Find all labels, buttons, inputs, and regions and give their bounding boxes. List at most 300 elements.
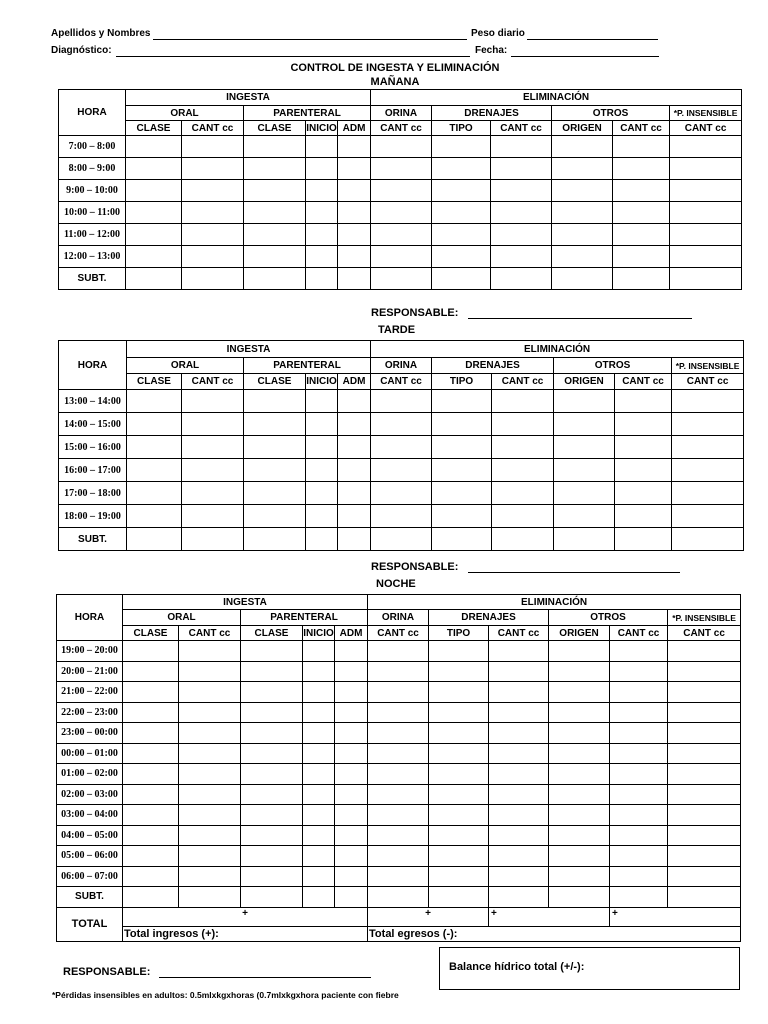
entry-cell[interactable] bbox=[126, 180, 182, 202]
entry-cell[interactable] bbox=[303, 784, 335, 805]
entry-cell[interactable] bbox=[123, 702, 179, 723]
entry-cell[interactable] bbox=[371, 390, 432, 413]
entry-cell[interactable] bbox=[306, 390, 338, 413]
entry-cell[interactable] bbox=[610, 723, 668, 744]
entry-cell[interactable] bbox=[244, 158, 306, 180]
entry-cell[interactable] bbox=[179, 846, 241, 867]
entry-cell[interactable] bbox=[489, 784, 549, 805]
entry-cell[interactable] bbox=[338, 202, 371, 224]
entry-cell[interactable] bbox=[368, 764, 429, 785]
entry-cell[interactable] bbox=[549, 743, 610, 764]
entry-cell[interactable] bbox=[552, 136, 613, 158]
entry-cell[interactable] bbox=[670, 268, 742, 290]
entry-cell[interactable] bbox=[552, 202, 613, 224]
entry-cell[interactable] bbox=[335, 682, 368, 703]
entry-cell[interactable] bbox=[241, 743, 303, 764]
entry-cell[interactable] bbox=[672, 436, 744, 459]
entry-cell[interactable] bbox=[489, 743, 549, 764]
entry-cell[interactable] bbox=[610, 743, 668, 764]
entry-cell[interactable] bbox=[549, 682, 610, 703]
entry-cell[interactable] bbox=[123, 846, 179, 867]
entry-cell[interactable] bbox=[432, 202, 491, 224]
entry-cell[interactable] bbox=[371, 482, 432, 505]
entry-cell[interactable] bbox=[182, 505, 244, 528]
entry-cell[interactable] bbox=[371, 528, 432, 551]
entry-cell[interactable] bbox=[182, 436, 244, 459]
entry-cell[interactable] bbox=[126, 202, 182, 224]
entry-cell[interactable] bbox=[668, 846, 741, 867]
entry-cell[interactable] bbox=[489, 887, 549, 908]
entry-cell[interactable] bbox=[338, 246, 371, 268]
entry-cell[interactable] bbox=[549, 641, 610, 662]
entry-cell[interactable] bbox=[368, 887, 429, 908]
entry-cell[interactable] bbox=[241, 702, 303, 723]
entry-cell[interactable] bbox=[368, 805, 429, 826]
entry-cell[interactable] bbox=[492, 459, 554, 482]
entry-cell[interactable] bbox=[554, 528, 615, 551]
name-field-line[interactable] bbox=[153, 39, 467, 40]
entry-cell[interactable] bbox=[429, 866, 489, 887]
entry-cell[interactable] bbox=[179, 743, 241, 764]
entry-cell[interactable] bbox=[371, 136, 432, 158]
entry-cell[interactable] bbox=[127, 436, 182, 459]
entry-cell[interactable] bbox=[491, 246, 552, 268]
entry-cell[interactable] bbox=[492, 436, 554, 459]
entry-cell[interactable] bbox=[432, 436, 492, 459]
entry-cell[interactable] bbox=[306, 505, 338, 528]
entry-cell[interactable] bbox=[123, 743, 179, 764]
entry-cell[interactable] bbox=[371, 268, 432, 290]
entry-cell[interactable] bbox=[335, 661, 368, 682]
entry-cell[interactable] bbox=[244, 528, 306, 551]
entry-cell[interactable] bbox=[306, 158, 338, 180]
entry-cell[interactable] bbox=[123, 723, 179, 744]
entry-cell[interactable] bbox=[670, 180, 742, 202]
entry-cell[interactable] bbox=[241, 723, 303, 744]
total-egresos-label[interactable]: Total egresos (-): bbox=[368, 926, 741, 941]
entry-cell[interactable] bbox=[182, 390, 244, 413]
entry-cell[interactable] bbox=[368, 682, 429, 703]
total-ingresos-label[interactable]: Total ingresos (+): bbox=[123, 926, 368, 941]
entry-cell[interactable] bbox=[552, 180, 613, 202]
entry-cell[interactable] bbox=[432, 413, 492, 436]
entry-cell[interactable] bbox=[338, 390, 371, 413]
entry-cell[interactable] bbox=[368, 784, 429, 805]
entry-cell[interactable] bbox=[368, 702, 429, 723]
entry-cell[interactable] bbox=[554, 459, 615, 482]
entry-cell[interactable] bbox=[127, 390, 182, 413]
entry-cell[interactable] bbox=[182, 528, 244, 551]
entry-cell[interactable] bbox=[306, 436, 338, 459]
entry-cell[interactable] bbox=[335, 702, 368, 723]
entry-cell[interactable] bbox=[371, 224, 432, 246]
entry-cell[interactable] bbox=[554, 482, 615, 505]
responsable-line-tarde[interactable] bbox=[468, 572, 680, 573]
entry-cell[interactable] bbox=[491, 158, 552, 180]
entry-cell[interactable] bbox=[610, 846, 668, 867]
entry-cell[interactable] bbox=[432, 528, 492, 551]
entry-cell[interactable] bbox=[179, 661, 241, 682]
entry-cell[interactable] bbox=[303, 702, 335, 723]
entry-cell[interactable] bbox=[668, 866, 741, 887]
entry-cell[interactable] bbox=[303, 825, 335, 846]
entry-cell[interactable] bbox=[429, 723, 489, 744]
entry-cell[interactable] bbox=[668, 825, 741, 846]
entry-cell[interactable] bbox=[244, 390, 306, 413]
entry-cell[interactable] bbox=[338, 224, 371, 246]
entry-cell[interactable] bbox=[492, 390, 554, 413]
entry-cell[interactable] bbox=[182, 180, 244, 202]
entry-cell[interactable] bbox=[368, 743, 429, 764]
entry-cell[interactable] bbox=[554, 436, 615, 459]
entry-cell[interactable] bbox=[613, 202, 670, 224]
entry-cell[interactable] bbox=[610, 825, 668, 846]
entry-cell[interactable] bbox=[672, 413, 744, 436]
entry-cell[interactable] bbox=[244, 224, 306, 246]
entry-cell[interactable] bbox=[244, 413, 306, 436]
entry-cell[interactable] bbox=[670, 202, 742, 224]
entry-cell[interactable] bbox=[610, 641, 668, 662]
entry-cell[interactable] bbox=[549, 702, 610, 723]
entry-cell[interactable] bbox=[338, 505, 371, 528]
entry-cell[interactable] bbox=[241, 682, 303, 703]
entry-cell[interactable] bbox=[126, 136, 182, 158]
entry-cell[interactable] bbox=[127, 413, 182, 436]
entry-cell[interactable] bbox=[432, 180, 491, 202]
entry-cell[interactable] bbox=[179, 784, 241, 805]
entry-cell[interactable] bbox=[123, 764, 179, 785]
balance-box[interactable] bbox=[439, 947, 740, 990]
entry-cell[interactable] bbox=[610, 805, 668, 826]
entry-cell[interactable] bbox=[182, 413, 244, 436]
entry-cell[interactable] bbox=[241, 846, 303, 867]
entry-cell[interactable] bbox=[672, 390, 744, 413]
entry-cell[interactable] bbox=[335, 784, 368, 805]
entry-cell[interactable] bbox=[182, 268, 244, 290]
entry-cell[interactable] bbox=[338, 268, 371, 290]
entry-cell[interactable] bbox=[306, 268, 338, 290]
responsable-line-manana[interactable] bbox=[468, 318, 692, 319]
entry-cell[interactable] bbox=[338, 158, 371, 180]
entry-cell[interactable] bbox=[552, 246, 613, 268]
entry-cell[interactable] bbox=[182, 202, 244, 224]
entry-cell[interactable] bbox=[303, 764, 335, 785]
entry-cell[interactable] bbox=[338, 528, 371, 551]
entry-cell[interactable] bbox=[306, 136, 338, 158]
entry-cell[interactable] bbox=[123, 661, 179, 682]
entry-cell[interactable] bbox=[127, 459, 182, 482]
entry-cell[interactable] bbox=[241, 866, 303, 887]
entry-cell[interactable] bbox=[615, 459, 672, 482]
entry-cell[interactable] bbox=[368, 723, 429, 744]
entry-cell[interactable] bbox=[368, 825, 429, 846]
entry-cell[interactable] bbox=[179, 702, 241, 723]
entry-cell[interactable] bbox=[335, 743, 368, 764]
entry-cell[interactable] bbox=[489, 866, 549, 887]
entry-cell[interactable] bbox=[432, 136, 491, 158]
entry-cell[interactable] bbox=[668, 682, 741, 703]
entry-cell[interactable] bbox=[335, 825, 368, 846]
entry-cell[interactable] bbox=[126, 224, 182, 246]
entry-cell[interactable] bbox=[303, 866, 335, 887]
entry-cell[interactable] bbox=[241, 764, 303, 785]
entry-cell[interactable] bbox=[432, 459, 492, 482]
entry-cell[interactable] bbox=[244, 202, 306, 224]
entry-cell[interactable] bbox=[432, 268, 491, 290]
weight-field-line[interactable] bbox=[527, 39, 658, 40]
entry-cell[interactable] bbox=[668, 702, 741, 723]
entry-cell[interactable] bbox=[672, 505, 744, 528]
entry-cell[interactable] bbox=[610, 887, 668, 908]
entry-cell[interactable] bbox=[335, 846, 368, 867]
entry-cell[interactable] bbox=[670, 224, 742, 246]
entry-cell[interactable] bbox=[126, 268, 182, 290]
entry-cell[interactable] bbox=[126, 246, 182, 268]
entry-cell[interactable] bbox=[335, 764, 368, 785]
entry-cell[interactable] bbox=[429, 805, 489, 826]
entry-cell[interactable] bbox=[549, 805, 610, 826]
entry-cell[interactable] bbox=[123, 866, 179, 887]
entry-cell[interactable] bbox=[549, 784, 610, 805]
entry-cell[interactable] bbox=[244, 436, 306, 459]
entry-cell[interactable] bbox=[244, 180, 306, 202]
entry-cell[interactable] bbox=[306, 246, 338, 268]
entry-cell[interactable] bbox=[429, 641, 489, 662]
entry-cell[interactable] bbox=[549, 825, 610, 846]
entry-cell[interactable] bbox=[489, 641, 549, 662]
entry-cell[interactable] bbox=[371, 246, 432, 268]
entry-cell[interactable] bbox=[244, 136, 306, 158]
entry-cell[interactable] bbox=[491, 224, 552, 246]
entry-cell[interactable] bbox=[244, 482, 306, 505]
entry-cell[interactable] bbox=[670, 158, 742, 180]
entry-cell[interactable] bbox=[241, 825, 303, 846]
entry-cell[interactable] bbox=[244, 268, 306, 290]
entry-cell[interactable] bbox=[668, 764, 741, 785]
entry-cell[interactable] bbox=[554, 505, 615, 528]
entry-cell[interactable] bbox=[432, 246, 491, 268]
entry-cell[interactable] bbox=[429, 887, 489, 908]
entry-cell[interactable] bbox=[244, 505, 306, 528]
entry-cell[interactable] bbox=[368, 641, 429, 662]
entry-cell[interactable] bbox=[123, 784, 179, 805]
entry-cell[interactable] bbox=[241, 784, 303, 805]
entry-cell[interactable] bbox=[489, 723, 549, 744]
entry-cell[interactable] bbox=[338, 136, 371, 158]
entry-cell[interactable] bbox=[610, 866, 668, 887]
entry-cell[interactable] bbox=[489, 682, 549, 703]
entry-cell[interactable] bbox=[303, 661, 335, 682]
entry-cell[interactable] bbox=[338, 413, 371, 436]
entry-cell[interactable] bbox=[306, 528, 338, 551]
entry-cell[interactable] bbox=[549, 764, 610, 785]
entry-cell[interactable] bbox=[123, 682, 179, 703]
entry-cell[interactable] bbox=[335, 866, 368, 887]
entry-cell[interactable] bbox=[668, 743, 741, 764]
entry-cell[interactable] bbox=[182, 482, 244, 505]
entry-cell[interactable] bbox=[491, 268, 552, 290]
entry-cell[interactable] bbox=[123, 805, 179, 826]
entry-cell[interactable] bbox=[429, 661, 489, 682]
entry-cell[interactable] bbox=[549, 723, 610, 744]
entry-cell[interactable] bbox=[371, 505, 432, 528]
entry-cell[interactable] bbox=[371, 158, 432, 180]
entry-cell[interactable] bbox=[670, 246, 742, 268]
entry-cell[interactable] bbox=[489, 702, 549, 723]
entry-cell[interactable] bbox=[429, 764, 489, 785]
entry-cell[interactable] bbox=[432, 505, 492, 528]
entry-cell[interactable] bbox=[179, 825, 241, 846]
entry-cell[interactable] bbox=[244, 459, 306, 482]
entry-cell[interactable] bbox=[338, 459, 371, 482]
diagnosis-field-line[interactable] bbox=[116, 56, 470, 57]
entry-cell[interactable] bbox=[615, 528, 672, 551]
date-field-line[interactable] bbox=[511, 56, 659, 57]
entry-cell[interactable] bbox=[429, 784, 489, 805]
entry-cell[interactable] bbox=[371, 436, 432, 459]
entry-cell[interactable] bbox=[613, 246, 670, 268]
entry-cell[interactable] bbox=[244, 246, 306, 268]
entry-cell[interactable] bbox=[668, 641, 741, 662]
entry-cell[interactable] bbox=[179, 682, 241, 703]
entry-cell[interactable] bbox=[335, 723, 368, 744]
entry-cell[interactable] bbox=[303, 846, 335, 867]
entry-cell[interactable] bbox=[368, 661, 429, 682]
entry-cell[interactable] bbox=[429, 682, 489, 703]
entry-cell[interactable] bbox=[371, 180, 432, 202]
entry-cell[interactable] bbox=[371, 413, 432, 436]
entry-cell[interactable] bbox=[489, 661, 549, 682]
entry-cell[interactable] bbox=[668, 661, 741, 682]
entry-cell[interactable] bbox=[552, 158, 613, 180]
entry-cell[interactable] bbox=[303, 887, 335, 908]
entry-cell[interactable] bbox=[610, 661, 668, 682]
entry-cell[interactable] bbox=[179, 805, 241, 826]
entry-cell[interactable] bbox=[432, 158, 491, 180]
entry-cell[interactable] bbox=[615, 390, 672, 413]
entry-cell[interactable] bbox=[615, 413, 672, 436]
entry-cell[interactable] bbox=[303, 805, 335, 826]
entry-cell[interactable] bbox=[179, 764, 241, 785]
responsable-line-noche[interactable] bbox=[159, 977, 371, 978]
entry-cell[interactable] bbox=[182, 246, 244, 268]
entry-cell[interactable] bbox=[549, 661, 610, 682]
entry-cell[interactable] bbox=[610, 784, 668, 805]
entry-cell[interactable] bbox=[610, 702, 668, 723]
entry-cell[interactable] bbox=[668, 723, 741, 744]
entry-cell[interactable] bbox=[432, 390, 492, 413]
entry-cell[interactable] bbox=[368, 846, 429, 867]
entry-cell[interactable] bbox=[432, 482, 492, 505]
entry-cell[interactable] bbox=[491, 136, 552, 158]
entry-cell[interactable] bbox=[127, 505, 182, 528]
entry-cell[interactable] bbox=[610, 764, 668, 785]
entry-cell[interactable] bbox=[303, 682, 335, 703]
entry-cell[interactable] bbox=[432, 224, 491, 246]
entry-cell[interactable] bbox=[306, 202, 338, 224]
entry-cell[interactable] bbox=[613, 180, 670, 202]
entry-cell[interactable] bbox=[335, 641, 368, 662]
entry-cell[interactable] bbox=[429, 846, 489, 867]
entry-cell[interactable] bbox=[492, 482, 554, 505]
entry-cell[interactable] bbox=[306, 482, 338, 505]
entry-cell[interactable] bbox=[241, 641, 303, 662]
entry-cell[interactable] bbox=[338, 436, 371, 459]
entry-cell[interactable] bbox=[489, 805, 549, 826]
entry-cell[interactable] bbox=[241, 887, 303, 908]
entry-cell[interactable] bbox=[429, 702, 489, 723]
entry-cell[interactable] bbox=[338, 482, 371, 505]
entry-cell[interactable] bbox=[549, 887, 610, 908]
entry-cell[interactable] bbox=[179, 723, 241, 744]
entry-cell[interactable] bbox=[489, 764, 549, 785]
entry-cell[interactable] bbox=[303, 641, 335, 662]
entry-cell[interactable] bbox=[241, 661, 303, 682]
entry-cell[interactable] bbox=[126, 158, 182, 180]
entry-cell[interactable] bbox=[491, 202, 552, 224]
entry-cell[interactable] bbox=[182, 136, 244, 158]
entry-cell[interactable] bbox=[179, 887, 241, 908]
entry-cell[interactable] bbox=[552, 224, 613, 246]
entry-cell[interactable] bbox=[335, 887, 368, 908]
entry-cell[interactable] bbox=[182, 158, 244, 180]
entry-cell[interactable] bbox=[615, 436, 672, 459]
entry-cell[interactable] bbox=[615, 505, 672, 528]
entry-cell[interactable] bbox=[489, 846, 549, 867]
entry-cell[interactable] bbox=[492, 528, 554, 551]
entry-cell[interactable] bbox=[306, 459, 338, 482]
entry-cell[interactable] bbox=[552, 268, 613, 290]
entry-cell[interactable] bbox=[492, 413, 554, 436]
entry-cell[interactable] bbox=[182, 224, 244, 246]
entry-cell[interactable] bbox=[554, 390, 615, 413]
entry-cell[interactable] bbox=[306, 413, 338, 436]
entry-cell[interactable] bbox=[549, 846, 610, 867]
entry-cell[interactable] bbox=[335, 805, 368, 826]
entry-cell[interactable] bbox=[429, 743, 489, 764]
entry-cell[interactable] bbox=[613, 136, 670, 158]
entry-cell[interactable] bbox=[489, 825, 549, 846]
entry-cell[interactable] bbox=[492, 505, 554, 528]
entry-cell[interactable] bbox=[491, 180, 552, 202]
entry-cell[interactable] bbox=[123, 641, 179, 662]
entry-cell[interactable] bbox=[123, 825, 179, 846]
entry-cell[interactable] bbox=[610, 682, 668, 703]
entry-cell[interactable] bbox=[123, 887, 179, 908]
entry-cell[interactable] bbox=[668, 887, 741, 908]
entry-cell[interactable] bbox=[179, 866, 241, 887]
entry-cell[interactable] bbox=[429, 825, 489, 846]
entry-cell[interactable] bbox=[127, 528, 182, 551]
entry-cell[interactable] bbox=[668, 805, 741, 826]
entry-cell[interactable] bbox=[672, 482, 744, 505]
entry-cell[interactable] bbox=[303, 723, 335, 744]
entry-cell[interactable] bbox=[670, 136, 742, 158]
entry-cell[interactable] bbox=[306, 224, 338, 246]
entry-cell[interactable] bbox=[615, 482, 672, 505]
entry-cell[interactable] bbox=[668, 784, 741, 805]
entry-cell[interactable] bbox=[672, 528, 744, 551]
entry-cell[interactable] bbox=[368, 866, 429, 887]
entry-cell[interactable] bbox=[241, 805, 303, 826]
entry-cell[interactable] bbox=[672, 459, 744, 482]
entry-cell[interactable] bbox=[182, 459, 244, 482]
entry-cell[interactable] bbox=[338, 180, 371, 202]
entry-cell[interactable] bbox=[554, 413, 615, 436]
entry-cell[interactable] bbox=[127, 482, 182, 505]
entry-cell[interactable] bbox=[549, 866, 610, 887]
entry-cell[interactable] bbox=[306, 180, 338, 202]
